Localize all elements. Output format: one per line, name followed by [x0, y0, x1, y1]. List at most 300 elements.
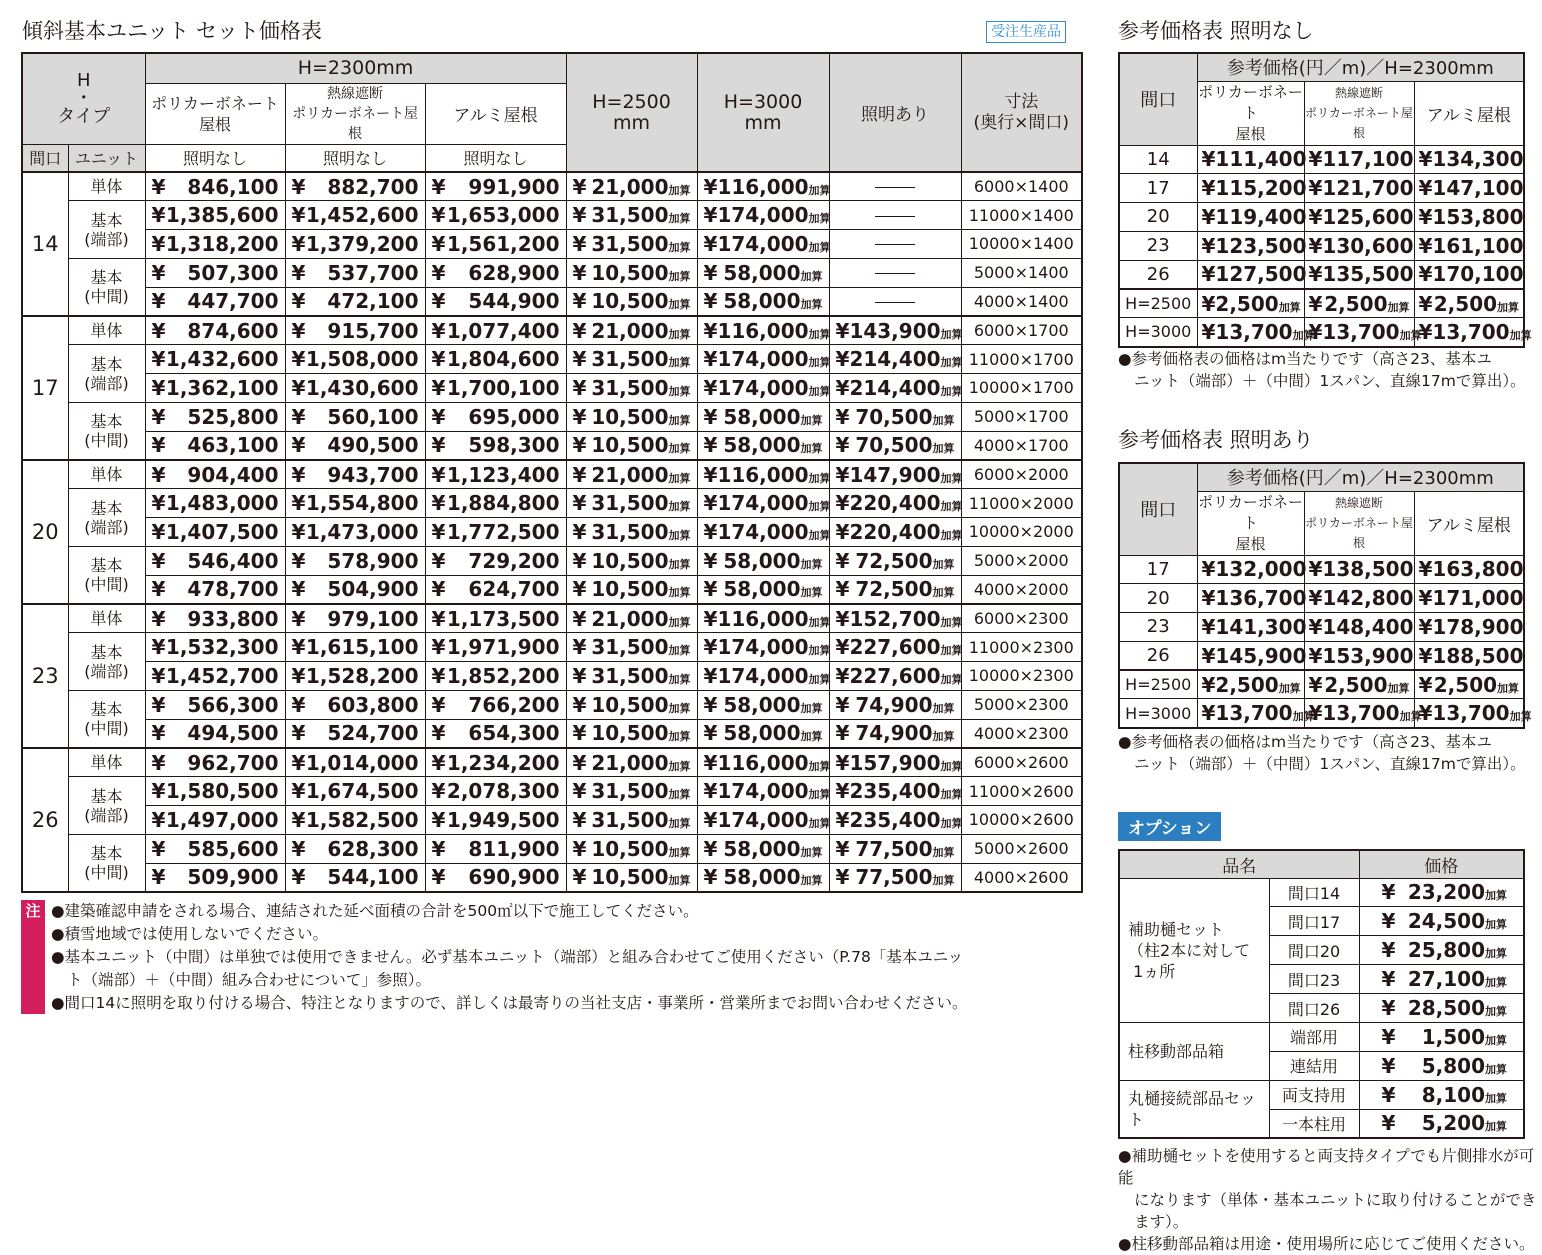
price-cell-poly	[145, 402, 285, 431]
yen-mark: ¥	[1201, 233, 1216, 258]
price-cell-poly	[1197, 174, 1307, 203]
yen-mark: ¥	[291, 865, 306, 890]
price-value: 235,400	[849, 779, 941, 804]
yen-mark: ¥	[151, 433, 166, 458]
yen-mark: ¥	[431, 203, 446, 228]
price-value: 1,528,200	[305, 663, 419, 688]
price-value: 174,000	[717, 807, 809, 832]
height-cell: H=2500	[1119, 289, 1197, 318]
price-value: 141,300	[1215, 614, 1307, 639]
add-label: 加算	[668, 528, 691, 542]
addon-cell-light	[829, 172, 961, 201]
price-value: 13,700	[1215, 319, 1293, 344]
options-badge: オプション	[1118, 812, 1221, 841]
add-label: 加算	[932, 413, 955, 427]
price-cell-heat	[1304, 203, 1414, 232]
price-value: 904,400	[187, 462, 279, 487]
add-label: 加算	[800, 269, 823, 283]
add-label: 加算	[1485, 1005, 1507, 1018]
addon-cell-h3000	[697, 777, 829, 806]
addon-cell-h2500	[566, 748, 697, 777]
yen-mark: ¥	[1201, 204, 1216, 229]
price-cell-alu	[425, 172, 566, 201]
unit-cell: 基本 (中間)	[68, 690, 145, 748]
maguchi-cell: 20	[1119, 584, 1197, 613]
price-value: 227,600	[849, 663, 941, 688]
price-cell-heat	[285, 287, 425, 316]
price-cell-heat	[285, 402, 425, 431]
yen-mark: ¥	[151, 375, 166, 400]
yen-mark: ¥	[291, 174, 306, 199]
price-value: 509,900	[187, 865, 279, 890]
addon-cell-h2500	[566, 777, 697, 806]
price-cell-alu	[425, 431, 566, 460]
yen-mark: ¥	[1308, 643, 1323, 668]
price-cell-heat	[285, 834, 425, 863]
addon-cell-h3000	[697, 748, 829, 777]
yen-mark: ¥	[835, 779, 850, 804]
add-label: 加算	[668, 413, 691, 427]
yen-mark: ¥	[291, 692, 306, 717]
add-label: 加算	[808, 528, 831, 542]
dims-cell: 10000×1400	[961, 230, 1082, 259]
addon-cell-h2500	[566, 230, 697, 259]
price-value: 846,100	[187, 174, 279, 199]
yen-mark: ¥	[572, 635, 587, 660]
addon-cell-h2500	[566, 287, 697, 316]
add-label: 加算	[940, 615, 963, 629]
price-value: 915,700	[327, 318, 419, 343]
price-value: 504,900	[327, 577, 419, 602]
price-value: 163,800	[1432, 557, 1524, 582]
price-value: 31,500	[591, 519, 669, 544]
yen-mark: ¥	[1418, 291, 1433, 316]
alu-roof-header: アルミ屋根	[425, 83, 566, 144]
price-value: 74,900	[855, 692, 933, 717]
yen-mark: ¥	[1308, 204, 1323, 229]
price-cell-poly	[145, 633, 285, 662]
yen-mark: ¥	[151, 174, 166, 199]
not-available-dash	[875, 187, 915, 188]
price-cell-alu	[425, 662, 566, 691]
price-cell-alu	[425, 719, 566, 748]
yen-mark: ¥	[291, 491, 306, 516]
dims-cell: 5000×1400	[961, 258, 1082, 287]
note-line: ●建築確認申請をされる場合、連結された延べ面積の合計を500㎡以下で施工してください。	[51, 902, 699, 920]
price-cell-alu	[425, 633, 566, 662]
table-row	[22, 806, 1082, 835]
yen-mark: ¥	[703, 721, 718, 746]
price-cell-alu	[1414, 174, 1524, 203]
yen-mark: ¥	[431, 375, 446, 400]
price-value: 74,900	[855, 721, 933, 746]
add-label: 加算	[1485, 947, 1507, 961]
yen-mark: ¥	[835, 836, 850, 861]
price-cell-alu	[425, 806, 566, 835]
price-value: 1,497,000	[165, 807, 279, 832]
add-label: 加算	[1509, 328, 1532, 342]
addon-cell-h3000	[697, 546, 829, 575]
price-value: 148,400	[1322, 614, 1414, 639]
add-label: 加算	[808, 384, 831, 398]
price-cell-alu	[425, 287, 566, 316]
maguchi-cell: 20	[1119, 203, 1197, 232]
poly-roof-header: ポリカーボネート 屋根	[1197, 491, 1304, 555]
table-row	[22, 258, 1082, 287]
price-value: 214,400	[849, 347, 941, 372]
option-sub-cell: 端部用	[1269, 1022, 1359, 1051]
addon-cell-light	[829, 431, 961, 460]
option-price-cell	[1359, 1080, 1524, 1109]
addon-cell-h3000	[697, 806, 829, 835]
unit-cell: 基本 (端部)	[68, 201, 145, 259]
price-value: 121,700	[1322, 176, 1414, 201]
yen-mark: ¥	[1418, 319, 1433, 344]
add-label: 加算	[1485, 1120, 1507, 1134]
price-value: 766,200	[468, 692, 560, 717]
price-value: 1,580,500	[165, 779, 279, 804]
yen-mark: ¥	[431, 462, 446, 487]
unit-cell: 単体	[68, 172, 145, 201]
addon-cell-h2500	[566, 633, 697, 662]
yen-mark: ¥	[1418, 672, 1433, 697]
price-value: 962,700	[187, 750, 279, 775]
yen-mark: ¥	[572, 663, 587, 688]
price-value: 10,500	[591, 721, 669, 746]
price-value: 1,123,400	[446, 462, 560, 487]
yen-mark: ¥	[291, 807, 306, 832]
price-value: 1,173,500	[446, 606, 560, 631]
yen-mark: ¥	[291, 289, 306, 314]
yen-mark: ¥	[291, 779, 306, 804]
price-value: 138,500	[1322, 557, 1414, 582]
no-light-label: 照明なし	[285, 144, 425, 172]
price-value: 13,700	[1215, 701, 1293, 726]
yen-mark: ¥	[151, 606, 166, 631]
addon-cell-light	[829, 748, 961, 777]
price-value: 27,100	[1407, 967, 1485, 992]
height-cell: H=2500	[1119, 670, 1197, 699]
price-value: 2,500	[1433, 291, 1498, 316]
addon-cell-h3000	[697, 258, 829, 287]
yen-mark: ¥	[572, 174, 587, 199]
price-value: 31,500	[591, 347, 669, 372]
price-value: 174,000	[717, 375, 809, 400]
add-label: 加算	[940, 788, 963, 802]
yen-mark: ¥	[703, 779, 718, 804]
add-label: 加算	[940, 528, 963, 542]
addon-cell-h3000	[697, 633, 829, 662]
yen-mark: ¥	[1308, 176, 1323, 201]
addon-cell-h3000	[697, 719, 829, 748]
price-value: 116,000	[717, 462, 809, 487]
addon-cell-light	[829, 863, 961, 892]
yen-mark: ¥	[151, 318, 166, 343]
yen-mark: ¥	[835, 865, 850, 890]
options-table	[1118, 849, 1525, 1139]
table-row	[1119, 555, 1524, 584]
yen-mark: ¥	[431, 721, 446, 746]
add-label: 加算	[940, 384, 963, 398]
price-cell-poly	[145, 604, 285, 633]
price-value: 178,900	[1432, 614, 1524, 639]
price-value: 882,700	[327, 174, 419, 199]
yen-mark: ¥	[431, 260, 446, 285]
addon-cell-h3000	[697, 863, 829, 892]
yen-mark: ¥	[151, 635, 166, 660]
yen-mark: ¥	[431, 289, 446, 314]
addon-cell-h2500	[566, 374, 697, 403]
price-cell-poly	[145, 431, 285, 460]
price-value: 1,508,000	[305, 347, 419, 372]
table-row	[22, 518, 1082, 547]
addon-cell-poly	[1197, 670, 1304, 699]
addon-cell-h2500	[566, 575, 697, 604]
maguchi-header: 間口	[1119, 463, 1197, 555]
price-value: 991,900	[468, 174, 560, 199]
table-row	[1119, 1080, 1524, 1109]
price-value: 1,561,200	[446, 231, 560, 256]
addon-cell-h3000	[697, 460, 829, 489]
price-value: 21,000	[591, 174, 669, 199]
price-value: 1,407,500	[165, 519, 279, 544]
table-row	[22, 201, 1082, 230]
yen-mark: ¥	[431, 231, 446, 256]
yen-mark: ¥	[703, 692, 718, 717]
dims-cell: 5000×1700	[961, 402, 1082, 431]
price-cell-alu	[425, 316, 566, 345]
dims-cell: 4000×2000	[961, 575, 1082, 604]
addon-cell-h2500	[566, 806, 697, 835]
addon-cell-h2500	[566, 662, 697, 691]
table-row	[1119, 1022, 1524, 1051]
yen-mark: ¥	[835, 404, 850, 429]
dims-cell: 4000×1700	[961, 431, 1082, 460]
add-label: 加算	[668, 615, 691, 629]
price-cell-poly	[145, 345, 285, 374]
yen-mark: ¥	[1308, 262, 1323, 287]
price-value: 13,700	[1322, 319, 1400, 344]
maguchi-cell: 17	[1119, 555, 1197, 584]
add-label: 加算	[800, 730, 823, 744]
addon-cell-h3000	[697, 172, 829, 201]
add-label: 加算	[800, 874, 823, 888]
add-label: 加算	[1399, 328, 1422, 342]
price-cell-alu	[1414, 231, 1524, 260]
option-name-header: 品名	[1119, 850, 1359, 878]
addon-cell-light	[829, 258, 961, 287]
price-value: 1,804,600	[446, 347, 560, 372]
price-value: 2,078,300	[446, 779, 560, 804]
unit-header: ユニット	[68, 144, 145, 172]
price-cell-alu	[425, 201, 566, 230]
option-price-cell	[1359, 1022, 1524, 1051]
price-cell-poly	[145, 806, 285, 835]
notes-list	[45, 900, 967, 1015]
yen-mark: ¥	[431, 635, 446, 660]
add-label: 加算	[668, 730, 691, 744]
price-value: 77,500	[855, 836, 933, 861]
price-value: 174,000	[717, 231, 809, 256]
price-value: 1,379,200	[305, 231, 419, 256]
yen-mark: ¥	[703, 404, 718, 429]
price-value: 174,000	[717, 203, 809, 228]
yen-mark: ¥	[835, 491, 850, 516]
add-label: 加算	[668, 471, 691, 485]
price-cell-heat	[1304, 231, 1414, 260]
price-cell-alu	[425, 518, 566, 547]
yen-mark: ¥	[572, 836, 587, 861]
yen-mark: ¥	[291, 721, 306, 746]
yen-mark: ¥	[703, 635, 718, 660]
dims-cell: 6000×1700	[961, 316, 1082, 345]
yen-mark: ¥	[151, 721, 166, 746]
dims-cell: 4000×2600	[961, 863, 1082, 892]
price-value: 943,700	[327, 462, 419, 487]
unit-cell: 基本 (中間)	[68, 258, 145, 316]
addon-cell-light	[829, 460, 961, 489]
addon-cell-heat	[1304, 318, 1422, 347]
addon-cell-h2500	[566, 719, 697, 748]
price-value: 2,500	[1215, 672, 1279, 697]
yen-mark: ¥	[291, 347, 306, 372]
price-value: 546,400	[187, 548, 279, 573]
maguchi-cell: 23	[1119, 613, 1197, 642]
yen-mark: ¥	[431, 318, 446, 343]
yen-mark: ¥	[291, 548, 306, 573]
addon-cell-heat	[1304, 699, 1422, 728]
addon-cell-light	[829, 201, 961, 230]
table-row	[22, 489, 1082, 518]
yen-mark: ¥	[431, 404, 446, 429]
add-label: 加算	[940, 327, 963, 341]
yen-mark: ¥	[291, 260, 306, 285]
add-label: 加算	[668, 816, 691, 830]
price-value: 2,500	[1215, 291, 1279, 316]
add-label: 加算	[932, 845, 955, 859]
option-sub-cell: 一本柱用	[1269, 1109, 1359, 1138]
price-cell-alu	[425, 230, 566, 259]
yen-mark: ¥	[572, 404, 587, 429]
price-cell-heat	[285, 431, 425, 460]
price-cell-alu	[425, 402, 566, 431]
price-cell-heat	[285, 662, 425, 691]
price-value: 70,500	[855, 404, 933, 429]
add-label: 加算	[668, 644, 691, 658]
yen-mark: ¥	[703, 865, 718, 890]
maguchi-cell: 14	[22, 172, 68, 316]
price-cell-heat	[285, 546, 425, 575]
yen-mark: ¥	[703, 577, 718, 602]
addon-cell-h2500	[566, 316, 697, 345]
price-cell-heat	[285, 604, 425, 633]
yen-mark: ¥	[835, 548, 850, 573]
price-value: 58,000	[723, 721, 801, 746]
add-label: 加算	[668, 240, 691, 254]
table-row	[22, 374, 1082, 403]
add-label: 加算	[800, 557, 823, 571]
yen-mark: ¥	[572, 606, 587, 631]
option-sub-cell: 間口26	[1269, 994, 1359, 1023]
yen-mark: ¥	[703, 519, 718, 544]
price-value: 170,100	[1432, 262, 1524, 287]
lighting-header: 照明あり	[829, 53, 961, 172]
option-sub-cell: 連結用	[1269, 1051, 1359, 1080]
addon-cell-light	[829, 719, 961, 748]
price-value: 1,483,000	[165, 491, 279, 516]
price-cell-heat	[285, 316, 425, 345]
note-line: ●基本ユニット（中間）は単独では使用できません。必ず基本ユニット（端部）と組み合わせてご使用ください（P.78「基本ユニッ	[51, 948, 964, 966]
table-row	[22, 633, 1082, 662]
price-value: 1,362,100	[165, 375, 279, 400]
price-value: 1,452,700	[165, 663, 279, 688]
yen-mark: ¥	[703, 433, 718, 458]
price-cell-heat	[285, 345, 425, 374]
heat-poly-roof-header: 熱線遮断 ポリカーボネート屋根	[1304, 81, 1414, 145]
yen-mark: ¥	[151, 491, 166, 516]
yen-mark: ¥	[703, 289, 718, 314]
addon-cell-alu	[1414, 670, 1524, 699]
yen-mark: ¥	[1308, 319, 1323, 344]
price-cell-poly	[145, 316, 285, 345]
price-value: 729,200	[468, 548, 560, 573]
price-value: 1,430,600	[305, 375, 419, 400]
yen-mark: ¥	[1418, 586, 1433, 611]
ref-table-title: 参考価格表 照明なし	[1118, 19, 1314, 43]
addon-cell-poly	[1197, 289, 1304, 318]
alu-roof-header: アルミ屋根	[1414, 81, 1524, 145]
add-label: 加算	[932, 586, 955, 600]
price-value: 21,000	[591, 318, 669, 343]
yen-mark: ¥	[431, 577, 446, 602]
yen-mark: ¥	[1308, 233, 1323, 258]
yen-mark: ¥	[291, 375, 306, 400]
addon-cell-h2500	[566, 345, 697, 374]
option-note-line: ●柱移動部品箱は用途・使用場所に応じてご使用ください。	[1118, 1235, 1535, 1253]
price-value: 58,000	[723, 577, 801, 602]
yen-mark: ¥	[431, 433, 446, 458]
price-cell-alu	[425, 374, 566, 403]
price-value: 5,200	[1421, 1111, 1485, 1136]
maguchi-header: 間口	[22, 144, 68, 172]
yen-mark: ¥	[1418, 176, 1433, 201]
add-label: 加算	[808, 183, 831, 197]
price-value: 220,400	[849, 491, 941, 516]
ref-note: ●参考価格表の価格はm当たりです（高さ23、基本ユ ニット（端部）＋（中間）1スパン、直線17mで算出）。	[1118, 350, 1526, 390]
yen-mark: ¥	[835, 433, 850, 458]
price-value: 544,100	[327, 865, 419, 890]
yen-mark: ¥	[431, 750, 446, 775]
add-label: 加算	[800, 413, 823, 427]
addon-cell-h3000	[697, 316, 829, 345]
price-value: 1,077,400	[446, 318, 560, 343]
yen-mark: ¥	[1418, 614, 1433, 639]
price-value: 2,500	[1324, 672, 1388, 697]
yen-mark: ¥	[1381, 909, 1396, 934]
add-label: 加算	[808, 327, 831, 341]
add-label: 加算	[932, 701, 955, 715]
yen-mark: ¥	[431, 347, 446, 372]
price-cell-heat	[285, 863, 425, 892]
addon-cell-h3000	[697, 690, 829, 719]
yen-mark: ¥	[1418, 204, 1433, 229]
dims-cell: 10000×1700	[961, 374, 1082, 403]
yen-mark: ¥	[1201, 291, 1216, 316]
dims-cell: 11000×2600	[961, 777, 1082, 806]
yen-mark: ¥	[703, 836, 718, 861]
price-value: 1,615,100	[305, 635, 419, 660]
price-value: 70,500	[855, 433, 933, 458]
